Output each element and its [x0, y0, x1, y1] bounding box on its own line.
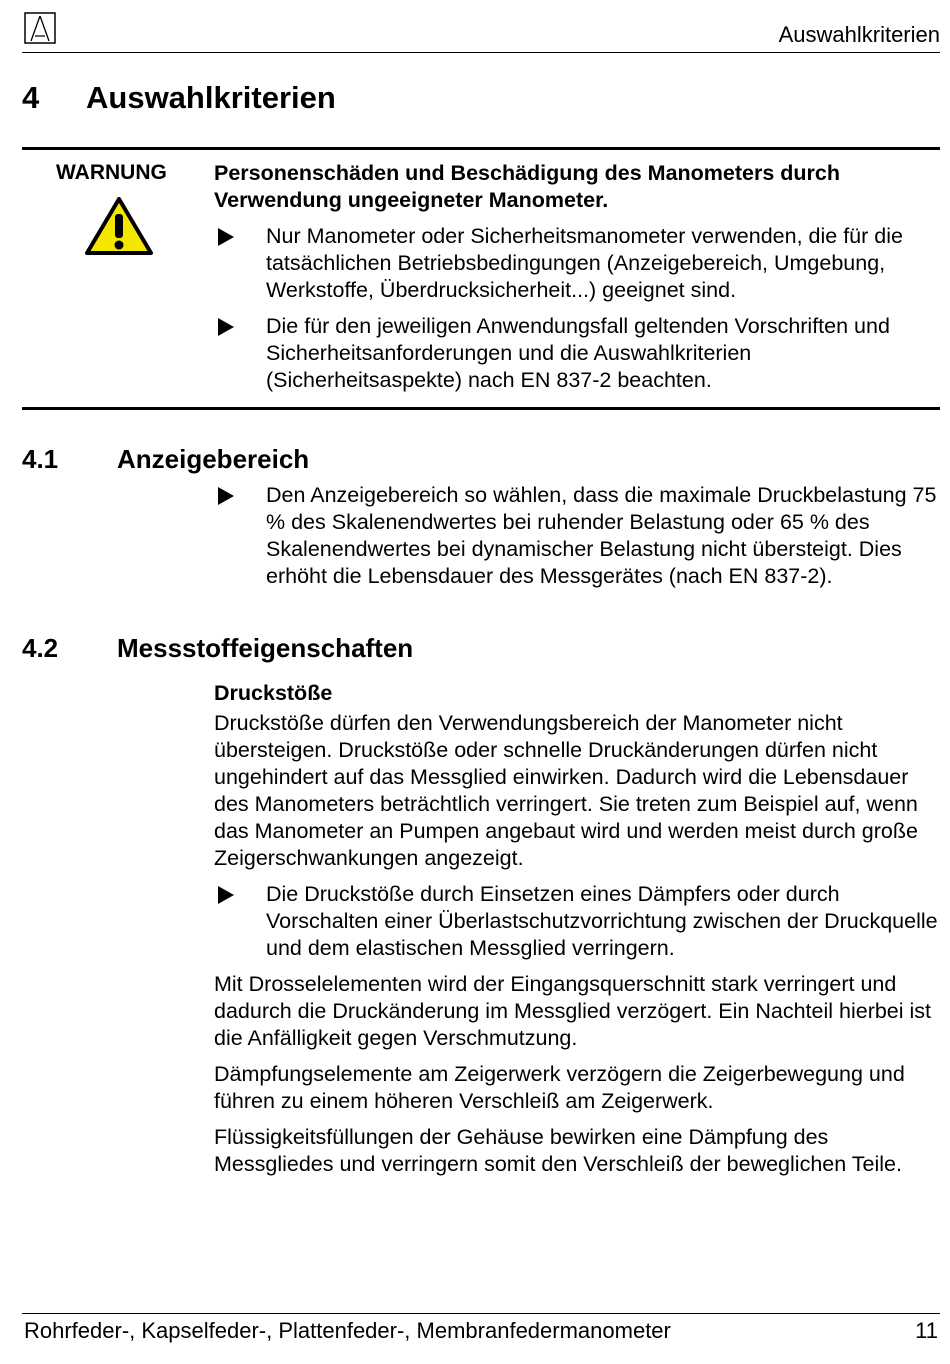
section-number: 4.1	[22, 444, 59, 474]
company-logo-icon	[24, 12, 56, 44]
section-title: Anzeigebereich	[117, 444, 310, 474]
section-4-1-content	[214, 482, 940, 599]
warning-label: WARNUNG	[56, 161, 167, 184]
bullet-marker-icon	[218, 487, 234, 505]
warning-bullet-1-text: Nur Manometer oder Sicherheitsmanometer verwenden, die für die tatsächlichen Betriebsbedingungen (Anzeigebereich, Umgebung, Werkstoffe, Überdrucksicherheit...) geeignet sind.	[266, 224, 903, 302]
section-heading-4-2	[22, 633, 413, 664]
bullet-marker-icon	[218, 886, 234, 904]
paragraph-fluessigkeitsfuellungen: Flüssigkeitsfüllungen der Gehäuse bewirken eine Dämpfung des Messgliedes und verringern somit den Verschleiß der beweglichen Teile.	[214, 1125, 902, 1176]
section-heading-4-1	[22, 444, 309, 475]
chapter-heading	[22, 80, 336, 116]
section-number: 4.2	[22, 633, 59, 663]
footer-document-title: Rohrfeder-, Kapselfeder-, Plattenfeder-, Membranfedermanometer	[24, 1318, 671, 1343]
section-4-1-bullet-text: Den Anzeigebereich so wählen, dass die maximale Druckbelastung 75 % des Skalenendwertes bei ruhender Belastung oder 65 % des Skalenendwertes bei dynamischer Belastung nicht übersteigt. Dies erhöht die Lebensdauer des Messgerätes (nach EN 837-2).	[266, 483, 937, 588]
warning-heading: Personenschäden und Beschädigung des Manometers durch Verwendung ungeeigneter Manometer.	[214, 161, 841, 212]
paragraph-drosselelemente: Mit Drosselelementen wird der Eingangsquerschnitt stark verringert und dadurch die Druckänderung im Messglied verzögert. Ein Nachteil hierbei ist die Anfälligkeit gegen Verschmutzung.	[214, 972, 932, 1050]
section-4-1-bullet	[214, 482, 940, 590]
section-title: Messstoffeigenschaften	[117, 633, 414, 663]
paragraph-daempfungselemente: Dämpfungselemente am Zeigerwerk verzögern die Zeigerbewegung und führen zu einem höheren Verschleiß am Zeigerwerk.	[214, 1062, 905, 1113]
warning-top-rule	[22, 147, 940, 150]
bullet-marker-icon	[218, 228, 234, 246]
section-4-2-bullet	[214, 881, 940, 962]
warning-bullet-2	[214, 313, 940, 394]
section-4-2-intro: Druckstöße dürfen den Verwendungsbereich der Manometer nicht übersteigen. Druckstöße oder schnelle Druckänderungen dürfen nicht ungehindert auf das Messglied einwirken. Dadurch wird die Lebensdauer des Manometers beträchtlich verringert. Sie treten zum Beispiel auf, wenn das Manometer an Pumpen angebaut wird und werden meist durch große Zeigerschwankungen angezeigt.	[214, 711, 918, 870]
warning-bullet-1	[214, 223, 940, 304]
section-4-2-content	[214, 680, 940, 1187]
footer-rule	[22, 1313, 940, 1314]
bullet-marker-icon	[218, 318, 234, 336]
running-header-title: Auswahlkriterien	[778, 22, 940, 47]
warning-bullet-2-text: Die für den jeweiligen Anwendungsfall geltenden Vorschriften und Sicherheitsanforderungen und die Auswahlkriterien (Sicherheitsaspekte) nach EN 837-2 beachten.	[266, 314, 890, 392]
warning-bottom-rule	[22, 407, 940, 410]
warning-triangle-icon	[84, 196, 154, 256]
subheading-druckstoesse: Druckstöße	[214, 681, 333, 705]
page-number: 11	[915, 1318, 938, 1343]
section-4-2-bullet-text: Die Druckstöße durch Einsetzen eines Dämpfers oder durch Vorschalten einer Überlastschutzvorrichtung zwischen der Druckquelle und dem elastischen Messglied verringern.	[266, 882, 938, 960]
warning-content	[214, 160, 940, 403]
chapter-number: 4	[22, 80, 40, 115]
chapter-title: Auswahlkriterien	[86, 80, 336, 115]
header-rule	[22, 52, 940, 53]
